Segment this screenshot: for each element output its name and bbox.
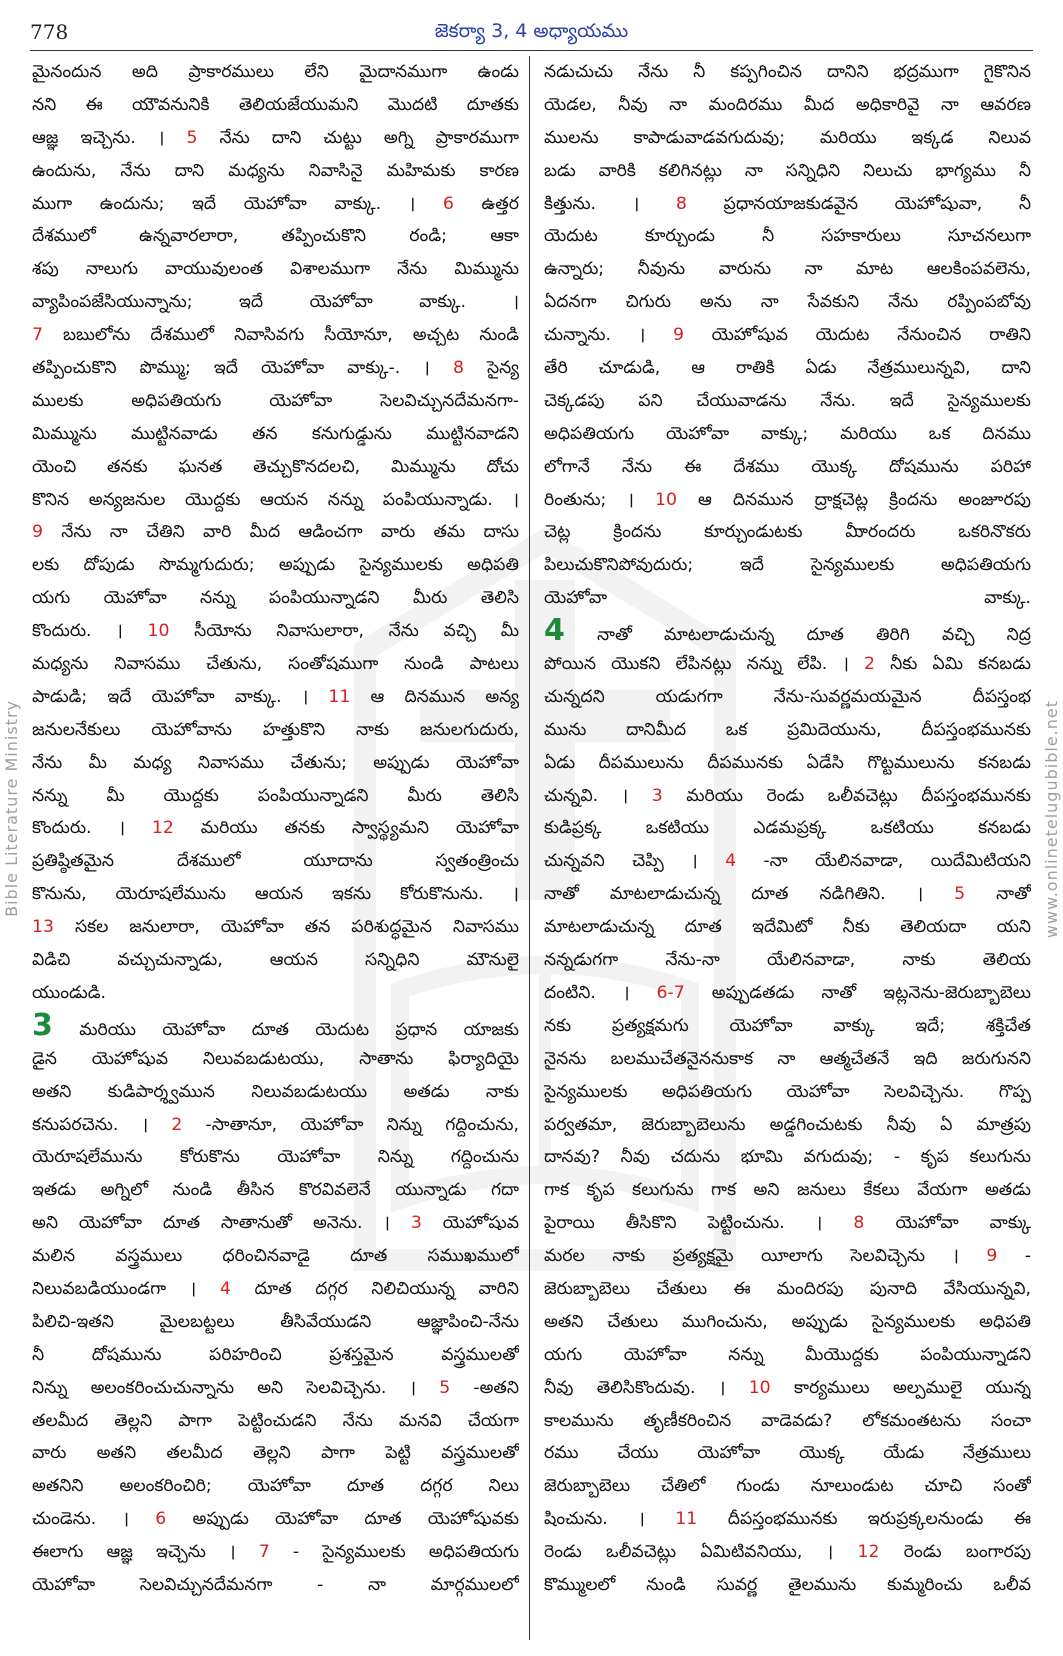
verse-number: 7 (258, 1542, 270, 1563)
text-line: నడుచుచు నేను నీ కప్పగించిన దానిని భద్రముగా గైకొనిన (544, 62, 1031, 82)
text-line: అధిపతియగు యెహోవా వాక్కు; మరియు ఒక దినము (544, 423, 1031, 444)
text-line: మును దానిమీద ఒక ప్రమిదెయును, దీపస్తంభమునకు (544, 719, 1031, 740)
text-line: 7 బబులోను దేశములో నివాసివగు సీయోనూ, అచ్చట నుండి (32, 325, 519, 346)
text-line: అతని చేతులు ముగించును, అప్పుడు సైన్యములకు అధిపతి (544, 1311, 1031, 1332)
verse-number: 10 (147, 621, 170, 642)
verse-number: 9 (672, 325, 684, 346)
verse-number: 13 (32, 917, 54, 938)
text-line: లకు దోపుడు సొమ్మగుదురు; అప్పుడు సైన్యములకు అధిపతి (32, 555, 519, 576)
text-line: నీ దోషమును పరిహరించి ప్రశస్తమైన వస్త్రములతో (32, 1344, 519, 1365)
text-line: రము చేయు యెహోవా యొక్క యేడు నేత్రములు (544, 1443, 1031, 1464)
text-line: ముగా ఉందును; ఇదే యెహోవా వాక్కు. । 6 ఉత్తర (32, 193, 519, 214)
verse-number: 10 (654, 489, 677, 510)
verse-number: 6 (155, 1509, 167, 1530)
text-line: తప్పించుకొని పొమ్ము; ఇదే యెహోవా వాక్కు-. । 8 సైన్య (32, 358, 519, 379)
text-line: ఉన్నారు; నీవును వారును నా మాట ఆలకింపవలెను, (544, 259, 1031, 280)
verse-number: 11 (328, 686, 351, 707)
text-line: అతని కుడిపార్శ్వమున నిలువబడుటయు అతడు నాకు (32, 1081, 519, 1102)
verse-number: 10 (748, 1377, 771, 1398)
text-line: మిమ్మును ముట్టినవాడు తన కనుగుడ్డును ముట్టినవాడని (32, 423, 519, 444)
text-line: యెడల, నీవు నా మందిరము మీద అధికారివై నా ఆవరణ (544, 94, 1031, 115)
verse-number: 4 (725, 851, 737, 872)
text-line: చున్నవి. । 3 మరియు రెండు ఒలీవచెట్లు దీపస్తంభమునకు (544, 785, 1031, 806)
verse-number: 6-7 (656, 982, 685, 1003)
verse-number: 11 (675, 1509, 698, 1530)
text-line: చెట్ల క్రిందను కూర్చుండుటకు మీారందరు ఒకరినొకరు (544, 522, 1031, 543)
text-line: జెరుబ్బాబెలు చేతిలో గుండు నూలుండుట చూచి సంతో (544, 1476, 1031, 1497)
verse-number: 12 (857, 1542, 880, 1563)
text-line: శపు నాలుగు వాయువులంత విశాలముగా నేను మిమ్మును (32, 259, 519, 280)
text-line: ఈలాగు ఆజ్ఞ ఇచ్చెను । 7 - సైన్యములకు అధిపతియగు (32, 1542, 519, 1563)
text-line: నిన్ను అలంకరించుచున్నాను అని సెలవిచ్చెను. । 5 -అతని (32, 1377, 519, 1398)
text-line: కొమ్ములలో నుండి సువర్ణ తైలమును కుమ్మరించు ఒలీవ (544, 1574, 1031, 1595)
verse-number: 8 (452, 358, 464, 379)
running-head: జెకర్యా 3, 4 అధ్యాయము (434, 20, 629, 42)
verse-number: 7 (32, 325, 43, 346)
text-line: కొనిన అన్యజనుల యొద్దకు ఆయన నన్ను పంపియున్నాడు. । (32, 489, 519, 510)
text-line: యుండుడి. (32, 982, 107, 1003)
text-line: కుడిప్రక్క ఒకటియు ఎడమప్రక్క ఒకటియు కనబడు (544, 818, 1031, 839)
text-line: కిత్తును. । 8 ప్రధానయాజకుడవైన యెహోషువా, నీ (544, 193, 1031, 214)
column-divider (529, 56, 530, 1640)
text-line: కాలమును తృణీకరించిన వాడెవడు? లోకమంతటను సంచా (544, 1410, 1031, 1431)
text-line: జనులనేకులు యెహోవాను హత్తుకొని నాకు జనులగుదురు, (32, 719, 519, 740)
text-line: ఏడు దీపములును దీపమునకు ఏడేసి గొట్టములును కనబడు (544, 752, 1031, 773)
text-line: నకు ప్రత్యక్షమగు యెహోవా వాక్కు ఇదే; శక్తిచేత (544, 1015, 1031, 1036)
text-line: నీవు తెలిసికొందువు. । 10 కార్యములు అల్పములై యున్న (544, 1377, 1031, 1398)
text-line: మాటలాడుచున్న దూత ఇదేమిటో నీకు తెలియదా యని (544, 917, 1031, 938)
text-line: యెహోవా సెలవిచ్చునదేమనగా - నా మార్గములలో (32, 1574, 519, 1595)
text-line: నాతో మాటలాడుచున్న దూత నడిగితిని. । 5 నాతో (544, 884, 1031, 905)
header-rule (30, 50, 1033, 51)
text-line: కొనును, యెరూషలేమును ఆయన ఇకను కోరుకొనును. । (32, 884, 519, 905)
text-line: పిలిచి-ఇతని మైలబట్టలు తీసివేయుడని ఆజ్ఞాపించి-నేను (32, 1311, 519, 1332)
text-line: చెక్కడపు పని చేయువాడను నేను. ఇదే సైన్యములకు (544, 390, 1031, 411)
text-line: మరల నాకు ప్రత్యక్షమై యీలాగు సెలవిచ్చెను । 9 - (544, 1246, 1031, 1267)
verse-number: 8 (853, 1213, 865, 1234)
verse-number: 4 (219, 1278, 231, 1299)
text-line: చున్నవని చెప్పి । 4 -నా యేలినవాడా, యిదేమిటియని (544, 851, 1031, 872)
chapter-number: 3 (32, 1009, 53, 1043)
text-line: తేరి చూడుడి, ఆ రాతికి ఏడు నేత్రములున్నవి, దాని (544, 358, 1031, 379)
verse-number: 3 (410, 1213, 422, 1234)
text-line: నని ఈ యౌవనునికి తెలియజేయుమని మొదటి దూతకు (32, 94, 519, 115)
text-line: సైన్యములకు అధిపతియగు యెహోవా సెలవిచ్చెను. గొప్ప (544, 1081, 1031, 1102)
text-line: నన్నడుగగా నేను-నా యేలినవాడా, నాకు తెలియ (544, 950, 1031, 971)
verse-number: 9 (986, 1246, 998, 1267)
text-line: వ్యాపింపజేసియున్నాను; ఇదే యెహోవా వాక్కు. । (32, 292, 519, 313)
verse-number: 8 (675, 193, 687, 214)
text-line: ఆజ్ఞ ఇచ్చెను. । 5 నేను దాని చుట్టు అగ్ని ప్రాకారముగా (32, 127, 519, 148)
text-line: చుండెను. । 6 అప్పుడు యెహోవా దూత యెహోషువకు (32, 1509, 519, 1530)
text-line: పాడుడి; ఇదే యెహోవా వాక్కు. । 11 ఆ దినమున అన్య (32, 686, 519, 707)
text-line: పోయిన యొకని లేపినట్లు నన్ను లేపి. । 2 నీకు ఏమి కనబడు (544, 654, 1031, 675)
text-line: కనుపరచెను. । 2 -సాతానూ, యెహోవా నిన్ను గద్దించును, (32, 1114, 519, 1135)
text-line: యెరూషలేమును కోరుకొను యెహోవా నిన్ను గద్దించును (32, 1147, 519, 1168)
text-line: పిలుచుకొనిపోవుదురు; ఇదే సైన్యములకు అధిపతియగు (544, 555, 1031, 576)
text-line: యగు యెహోవా నన్ను మీయొద్దకు పంపియున్నాడని (544, 1344, 1031, 1365)
text-line: కొందురు. । 12 మరియు తనకు స్వాస్థ్యమని యెహోవా (32, 818, 519, 839)
text-line: రెండు ఒలీవచెట్లు ఏమిటివనియు, । 12 రెండు బంగారపు (544, 1542, 1031, 1563)
right-column (544, 56, 1031, 1602)
text-line: చున్నాను. । 9 యెహోషువ యెదుట నేనుంచిన రాతిని (544, 325, 1031, 346)
text-line: యెంచి తనకు ఘనత తెచ్చుకొనదలచి, మిమ్మును దోచు (32, 456, 519, 477)
text-line: నన్ను మీ యొద్దకు పంపియున్నాడని మీరు తెలిసి (32, 785, 519, 806)
text-line: తలమీద తెల్లని పాగా పెట్టించుడని నేను మనవి చేయగా (32, 1410, 519, 1431)
text-line: దానవు? నీవు చదును భూమి వగుదువు; - కృప కలుగును (544, 1147, 1031, 1168)
left-column (32, 56, 519, 1602)
text-line: కొందురు. । 10 సీయోను నివాసులారా, నేను వచ్చి మీ (32, 621, 519, 642)
verse-number: 3 (651, 785, 663, 806)
text-line: యెదుట కూర్చుండు నీ సహకారులు సూచనలుగా (544, 226, 1031, 247)
verse-number: 12 (151, 818, 174, 839)
text-line: జెరుబ్బాబెలు చేతులు ఈ మందిరపు పునాది వేసియున్నవి, (544, 1278, 1031, 1299)
text-line: నైనను బలముచేతనైననుకాక నా ఆత్మచేతనే ఇది జరుగునని (544, 1048, 1031, 1069)
verse-number: 2 (864, 654, 876, 675)
text-line: ఇతడు అగ్నిలో నుండి తీసిన కొరవివలెనే యున్నాడు గదా (32, 1180, 519, 1201)
text-line: బడు వారికి కలిగినట్లు నా సన్నిధిని నిలుచు భాగ్యము నీ (544, 160, 1031, 181)
verse-number: 6 (442, 193, 454, 214)
text-line: లోగానే నేను ఈ దేశము యొక్క దోషమును పరిహా (544, 456, 1031, 477)
text-line: మైనందున అది ప్రాకారములు లేని మైదానముగా ఉండు (32, 62, 519, 82)
text-line: యెహోవా వాక్కు. (544, 588, 1031, 609)
text-line: చున్నదని యడుగగా నేను-సువర్ణమయమైన దీపస్తంభ (544, 686, 1031, 707)
text-line: ప్రతిష్ఠితమైన దేశములో యూదాను స్వతంత్రించు (32, 851, 519, 872)
text-line: గాక కృప కలుగును గాక అని జనులు కేకలు వేయగా అతడు (544, 1180, 1031, 1201)
verse-number: 5 (954, 884, 966, 905)
verse-number: 5 (186, 127, 198, 148)
text-line: పైరాయి తీసికొని పెట్టించును. । 8 యెహోవా వాక్కు (544, 1213, 1031, 1234)
side-text-left: Bible Literature Ministry (2, 700, 21, 917)
verse-number: 2 (171, 1114, 183, 1135)
text-line: నిలువబడియుండగా । 4 దూత దగ్గర నిలిచియున్న వారిని (32, 1278, 519, 1299)
text-line: అతనిని అలంకరించిరి; యెహోవా దూత దగ్గర నిలు (32, 1476, 519, 1497)
chapter-3-heading-line: 3 మరియు యెహోవా దూత యెదుట ప్రధాన యాజకు (32, 1009, 519, 1043)
text-line: యగు యెహోవా నన్ను పంపియున్నాడని మీరు తెలిసి (32, 588, 519, 609)
text-line: ములను కాపాడువాడవగుదువు; మరియు ఇక్కడ నిలువ (544, 127, 1031, 148)
chapter-4-heading-line: 4 నాతో మాటలాడుచున్న దూత తిరిగి వచ్చి నిద్ర (544, 615, 1031, 649)
chapter-number: 4 (544, 615, 565, 649)
text-line: మలిన వస్త్రములు ధరించినవాడై దూత సముఖములో (32, 1246, 519, 1267)
text-line: 9 నేను నా చేతిని వారి మీద ఆడించగా వారు తమ దాసు (32, 522, 519, 543)
text-line: డైన యెహోషువ నిలువబడుటయు, సాతాను ఫిర్యాదియై (32, 1048, 519, 1069)
verse-number: 5 (439, 1377, 451, 1398)
text-line: ఏదనగా చిగురు అను నా సేవకుని నేను రప్పింపబోవు (544, 292, 1031, 313)
text-line: షించును. । 11 దీపస్తంభమునకు ఇరుప్రక్కలనుండు ఈ (544, 1509, 1031, 1530)
text-line: మధ్యను నివాసము చేతును, సంతోషముగా నుండి పాటలు (32, 654, 519, 675)
side-text-right: www.onlinetelugubible.net (1042, 700, 1061, 939)
text-line: దంటిని. । 6-7 అప్పుడతడు నాతో ఇట్లనెను-జెరుబ్బాబెలు (544, 982, 1031, 1003)
text-line: ములకు అధిపతియగు యెహోవా సెలవిచ్చునదేమనగా- (32, 390, 519, 411)
text-line: అని యెహోవా దూత సాతానుతో అనెను. । 3 యెహోషువ (32, 1213, 519, 1234)
page-number: 778 (30, 20, 69, 44)
text-line: దేశములో ఉన్నవారలారా, తప్పించుకొని రండి; ఆకా (32, 226, 519, 247)
text-line: విడిచి వచ్చుచున్నాడు, ఆయన సన్నిధిని మౌనులై (32, 950, 519, 971)
text-line: ఉందును, నేను దాని మధ్యను నివాసినై మహిమకు కారణ (32, 160, 519, 181)
verse-number: 9 (32, 522, 43, 543)
text-line: పర్వతమా, జెరుబ్బాబెలును అడ్డగించుటకు నీవు ఏ మాత్రపు (544, 1114, 1031, 1135)
text-line: 13 సకల జనులారా, యెహోవా తన పరిశుద్ధమైన నివాసము (32, 917, 519, 938)
text-line: వారు అతని తలమీద తెల్లని పాగా పెట్టి వస్త్రములతో (32, 1443, 519, 1464)
text-line: నేను మీ మధ్య నివాసము చేతును; అప్పుడు యెహోవా (32, 752, 519, 773)
text-line: రింతును; । 10 ఆ దినమున ద్రాక్షచెట్ల క్రిందను అంజూరపు (544, 489, 1031, 510)
